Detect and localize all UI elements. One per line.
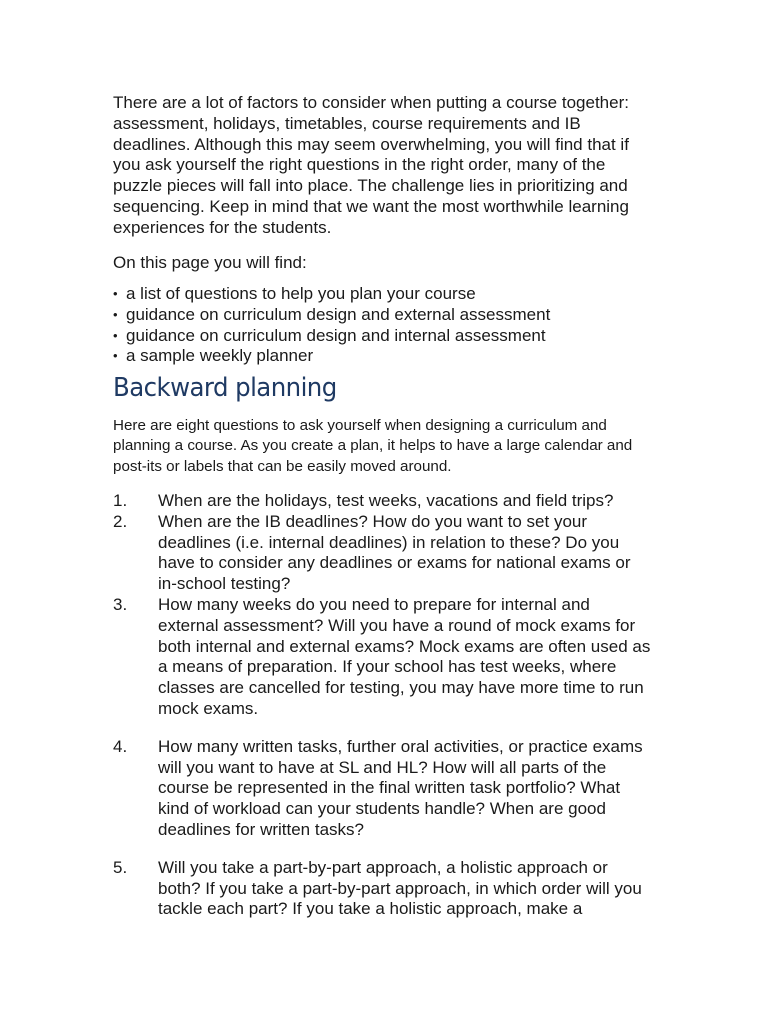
question-item: [113, 858, 653, 920]
bullet-icon: •: [113, 286, 118, 302]
question-number: 3.: [113, 594, 128, 614]
list-item-text: a sample weekly planner: [126, 346, 314, 366]
list-item: [113, 284, 653, 305]
list-item: [113, 326, 653, 347]
question-number: 2.: [113, 511, 128, 531]
question-text: Will you take a part-by-part approach, a holistic approach or both? If you take a part-by-part approach, in which order will you tackle each part? If you take a holistic approach, make a: [158, 857, 642, 919]
list-item-text: a list of questions to help you plan your course: [126, 284, 476, 304]
question-text: When are the holidays, test weeks, vacations and field trips?: [158, 490, 614, 510]
question-item: [113, 512, 653, 595]
bullet-icon: •: [113, 348, 118, 364]
list-item-text: guidance on curriculum design and internal assessment: [126, 325, 546, 345]
section-intro: Here are eight questions to ask yourself when designing a curriculum and planning a course. As you create a plan, it helps to have a large calendar and post-its or labels that can be easily moved around.: [113, 416, 633, 475]
bullet-icon: •: [113, 327, 118, 343]
find-label: On this page you will find:: [113, 252, 307, 272]
document-page: [113, 93, 653, 920]
contents-list: [113, 284, 653, 366]
list-item: [113, 305, 653, 326]
question-text: How many written tasks, further oral activities, or practice exams will you want to have at SL and HL? How will all parts of the course be represented in the final written task portfolio? What kind of workload can your students handle? When are good deadlines for written tasks?: [158, 736, 643, 839]
list-item-text: guidance on curriculum design and external assessment: [126, 304, 551, 324]
question-number: 4.: [113, 736, 128, 756]
question-item: [113, 737, 653, 841]
question-number: 1.: [113, 490, 128, 510]
list-item: [113, 346, 653, 367]
question-item: [113, 491, 653, 512]
question-item: [113, 595, 653, 720]
intro-paragraph: There are a lot of factors to consider when putting a course together: assessment, holidays, timetables, course requirements and IB deadlines. Although this may seem overwhelming, you will find that if you ask yourself the right questions in the right order, many of the puzzle pieces will fall into place. The challenge lies in prioritizing and sequencing. Keep in mind that we want the most worthwhile learning experiences for the students.: [113, 93, 629, 237]
questions-list: [113, 491, 653, 920]
question-number: 5.: [113, 857, 128, 877]
question-text: When are the IB deadlines? How do you want to set your deadlines (i.e. internal deadlines) in relation to these? Do you have to consider any deadlines or exams for national exams or in-school testing?: [158, 511, 631, 594]
section-heading: Backward planning: [113, 372, 337, 403]
question-text: How many weeks do you need to prepare for internal and external assessment? Will you have a round of mock exams for both internal and external exams? Mock exams are often used as a means of preparation. If your school has test weeks, where classes are cancelled for testing, you may have more time to run mock exams.: [158, 594, 651, 718]
bullet-icon: •: [113, 306, 118, 322]
